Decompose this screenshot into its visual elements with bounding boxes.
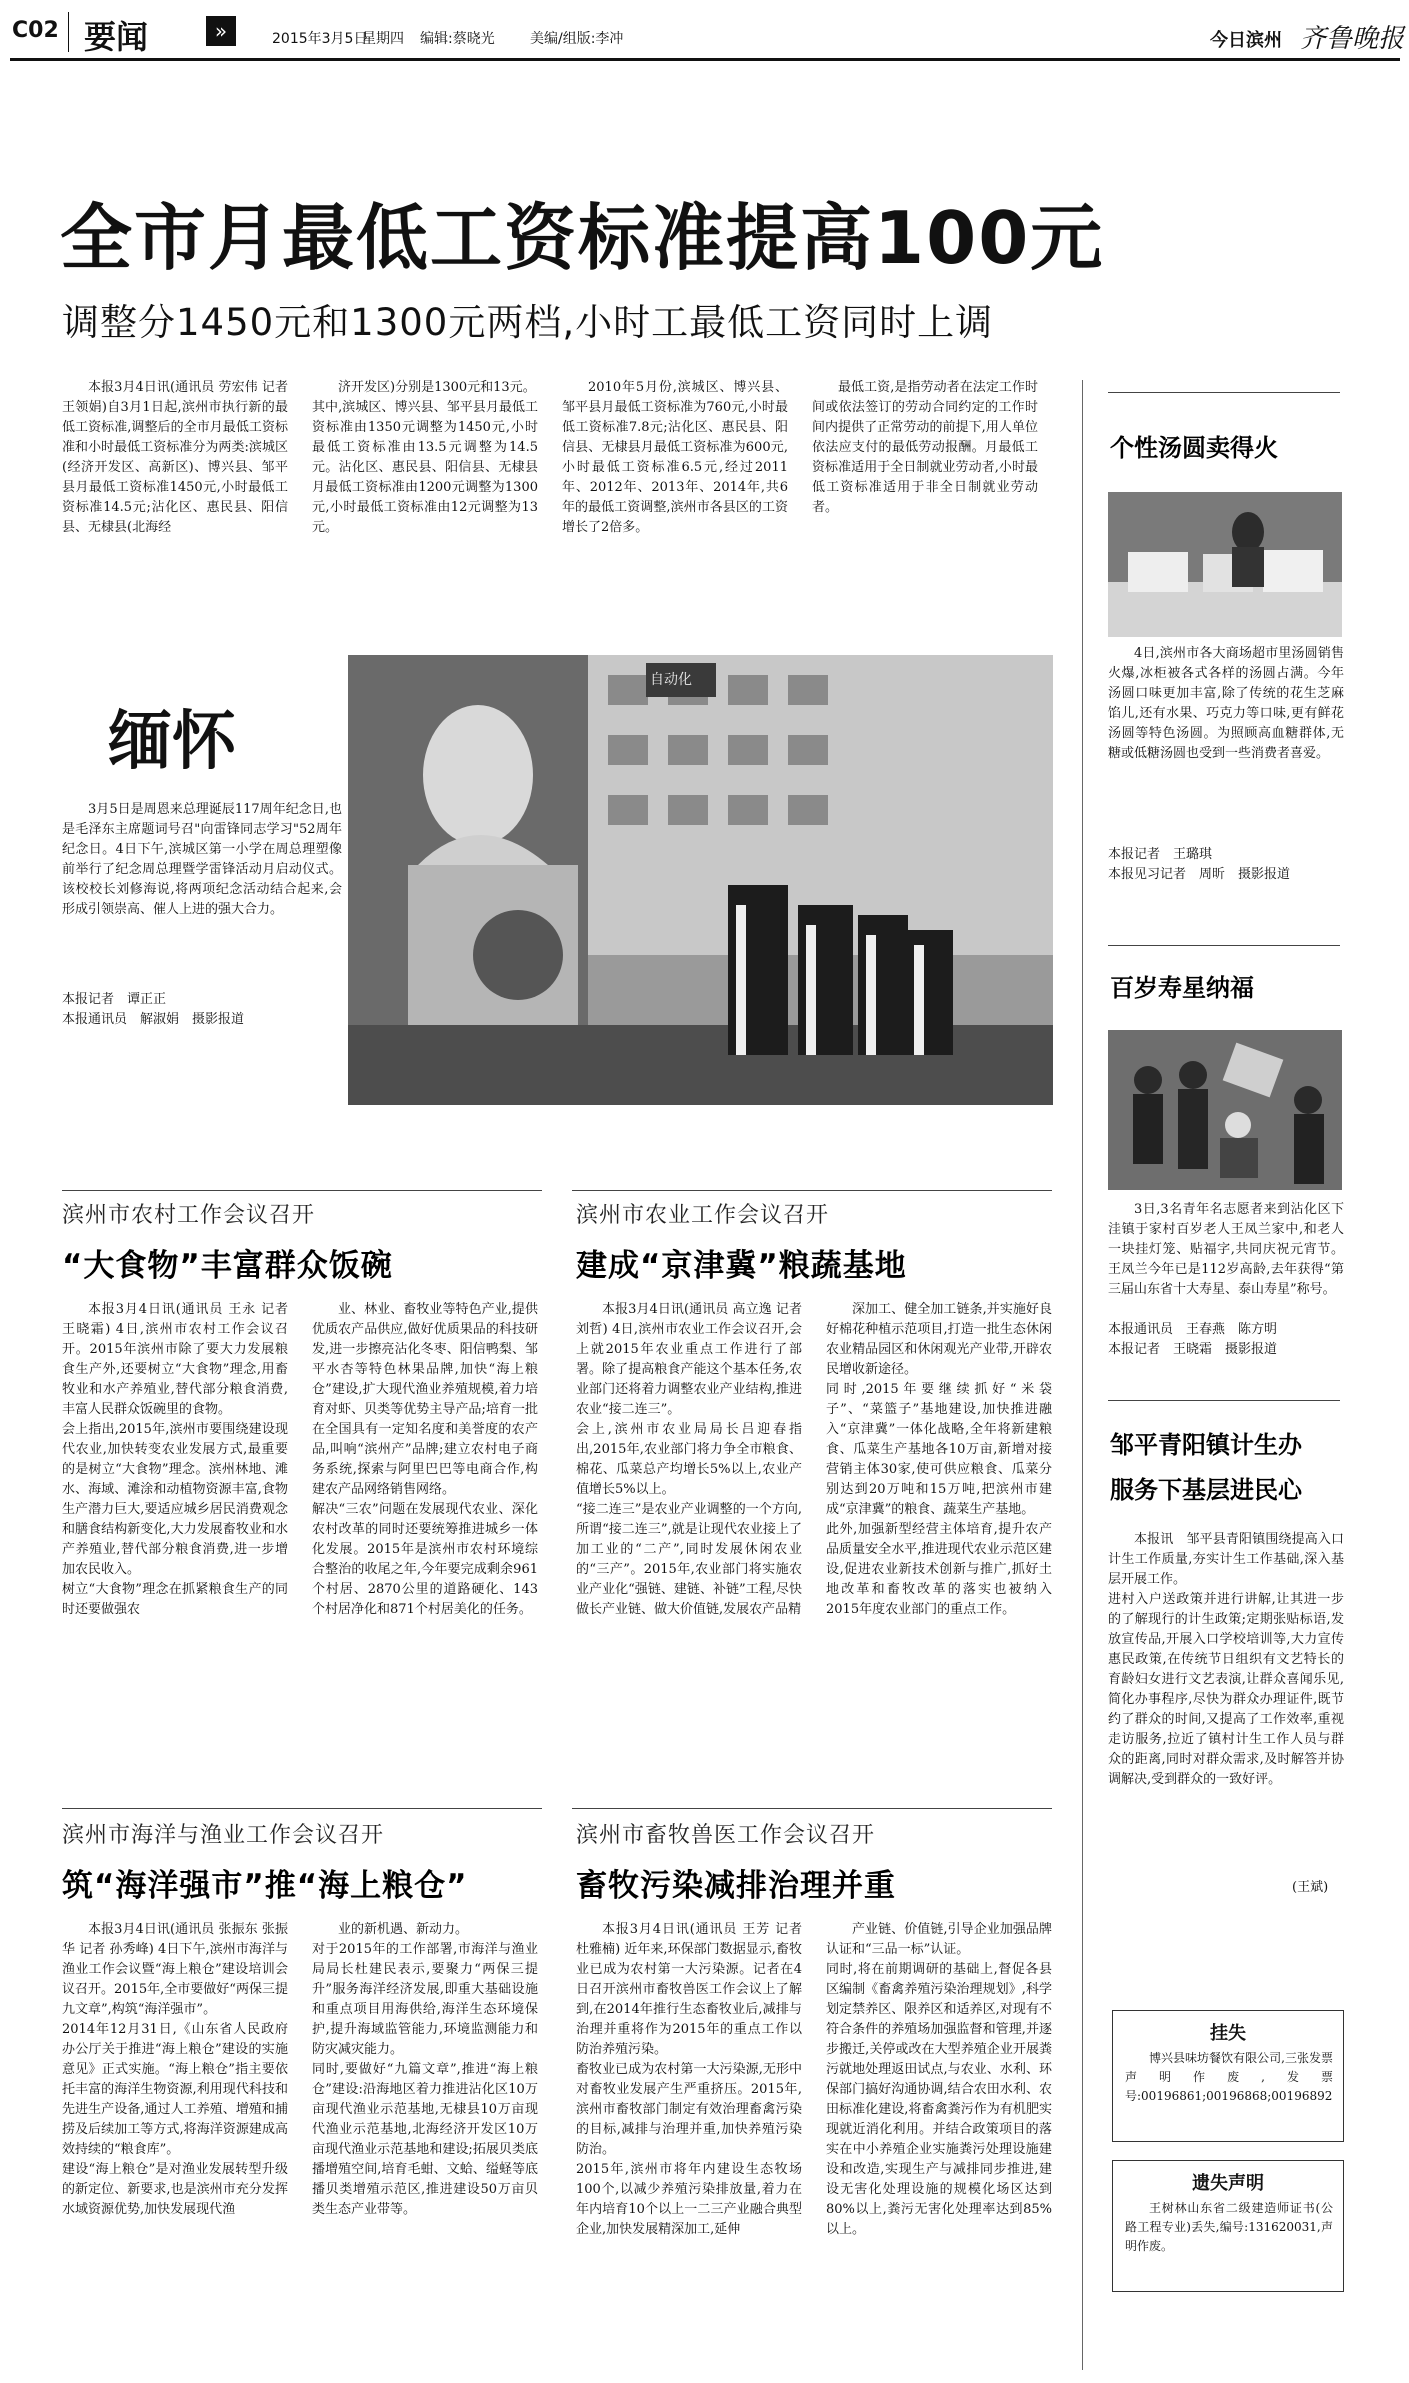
sidebar-story-3-title-line-2: 服务下基层进民心: [1110, 1476, 1302, 1504]
section-arrow-icon: »: [206, 16, 236, 46]
page-header: [0, 0, 1409, 60]
notice-2-text: 王树林山东省二级建造师证书(公路工程专业)丢失,编号:131620031,声明作废。: [1125, 2201, 1333, 2253]
photo-story-credit-1: 本报记者 谭正正: [62, 992, 167, 1007]
editor-credit: 编辑:蔡晓光: [420, 31, 495, 47]
sidebar-story-3-title-line-1: 邹平青阳镇计生办: [1110, 1431, 1302, 1459]
centenarian-scene-illustration: [1108, 1030, 1342, 1190]
article-3-column-2: 业的新机遇、新动力。 对于2015年的工作部署,市海洋与渔业局局长杜建民表示,要聚力“两保三提升”服务海洋经济发展,即重大基础设施和重点项目用海供给,海洋生态环境保护,提升海域监管能力,环境监测能力和防灾减灾能力。 同时,要做好“九篇文章”,推进“海上粮仓”建设:沿海地区着力推进沾化区10万亩现代渔业示范基地,无棣县10万亩现代渔业示范基地,北海经济开发区10万亩现代渔业示范基地和建设;拓展贝类底播增殖空间,培育毛蚶、文蛤、缢蛏等底播贝类增殖示范区,推进建设50万亩贝类生态产业带等。: [312, 1922, 538, 2217]
sidebar-story-2-credit-1: 本报通讯员 王春燕 陈方明: [1108, 1322, 1278, 1337]
photo-tangyuan: [1108, 492, 1342, 637]
notice-lost-invoices: [1112, 2010, 1344, 2142]
design-credit: 美编/组版:李冲: [530, 31, 624, 47]
sidebar-story-3-text: 本报讯 邹平县青阳镇围绕提高入口计生工作质量,夯实计生工作基础,深入基层开展工作。 进村入户送政策并进行讲解,让其进一步的了解现行的计生政策;定期张贴标语,发放宣传品,开展入口学校培训等,大力宣传惠民政策,在传统节日组织有文艺特长的育龄妇女进行文艺表演,让群众喜闻乐见,简化办事程序,尽快为群众办理证件,既节约了群众的时间,又提高了工作效率,重视走访服务,拉近了镇村计生工作人员与群众的距离,同时对群众需求,及时解答并协调解决,受到群众的一致好评。: [1108, 1532, 1344, 1787]
sidebar-story-3-credit: (王斌): [1292, 1880, 1329, 1895]
issue-date: 2015年3月5日: [272, 31, 368, 47]
article-2-column-1: 本报3月4日讯(通讯员 高立逸 记者 刘哲) 4日,滨州市农业工作会议召开,会上就2015年农业重点工作进行了部署。除了提高粮食产能这个基本任务,农业部门还将着力调整农业产业结构,推进农业“接二连三”。 会上,滨州市农业局局长吕迎春指出,2015年,农业部门将力争全市粮食、棉花、瓜菜总产均增长5%以上,农业产值增长5%以上。 “接二连三”是农业产业调整的一个方向,所谓“接二连三”,就是让现代农业接上了加工业的“二产”,同时发展休闲农业的“三产”。2015年,农业部门将实施农业产业化“强链、建链、补链”工程,尽快做长产业链、做大价值链,发展农产品精: [576, 1302, 802, 1617]
lead-column-2: 济开发区)分别是1300元和13元。 其中,滨城区、博兴县、邹平县月最低工资标准由1350元调整为1450元,小时最低工资标准由13.5元调整为14.5元。沾化区、惠民县、阳信县、无棣县月最低工资标准由1200元调整为1300元,小时最低工资标准由12元调整为13元。: [312, 380, 538, 535]
article-2-column-2: 深加工、健全加工链条,并实施好良好棉花种植示范项目,打造一批生态休闲农业精品园区和休闲观光产业带,开辟农民增收新途径。 同时,2015年要继续抓好“米袋子”、“菜篮子”基地建设,加快推进融入“京津冀”一体化战略,全年将新建粮食、瓜菜生产基地各10万亩,新增对接营销主体30家,使可供应粮食、瓜菜分别达到20万吨和15万吨,把滨州市建成“京津冀”的粮食、蔬菜生产基地。 此外,加强新型经营主体培育,提升农产品质量安全水平,推进现代农业示范区建设,促进农业新技术创新与推广,抓好土地改革和畜牧改革的落实也被纳入2015年度农业部门的重点工作。: [826, 1302, 1052, 1617]
notice-lost-certificate: [1112, 2160, 1344, 2292]
notice-2-title: 遗失声明: [1192, 2173, 1264, 2194]
lead-column-1: 本报3月4日讯(通讯员 劳宏伟 记者 王领娟)自3月1日起,滨州市执行新的最低工资标准,调整后的全市月最低工资标准和小时最低工资标准分为两类:滨城区(经济开发区、高新区)、博兴县、邹平县月最低工资标准1450元,小时最低工资标准14.5元;沾化区、惠民县、阳信县、无棣县(北海经: [62, 380, 288, 535]
lead-headline: 全市月最低工资标准提高100元: [60, 196, 1105, 280]
sidebar-story-2-text: 3日,3名青年名志愿者来到沾化区下洼镇于家村百岁老人王凤兰家中,和老人一块挂灯笼、贴福字,共同庆祝元宵节。王凤兰今年已是112岁高龄,去年获得“第三届山东省十大寿星、泰山寿星”称号。: [1108, 1202, 1344, 1297]
brand-name: 今日滨州: [1210, 30, 1282, 51]
sidebar-story-1-credit-1: 本报记者 王璐琪: [1108, 847, 1213, 862]
photo-centenarian: [1108, 1030, 1342, 1190]
photo-sign-text: 自动化: [650, 672, 692, 688]
article-3-column-1: 本报3月4日讯(通讯员 张振东 张振华 记者 孙秀峰) 4日下午,滨州市海洋与渔业工作会议暨“海上粮仓”建设培训会议召开。2015年,全市要做好“两保三提九文章”,构筑“海洋强市”。 2014年12月31日,《山东省人民政府办公厅关于推进“海上粮仓”建设的实施意见》正式实施。“海上粮仓”指主要依托丰富的海洋生物资源,利用现代科技和先进生产设备,通过人工养殖、增殖和捕捞及后续加工等方式,将海洋资源建成高效持续的“粮食库”。 建设“海上粮仓”是对渔业发展转型升级的新定位、新要求,也是滨州市充分发挥水域资源优势,加快发展现代渔: [62, 1922, 288, 2217]
article-1-title: “大食物”丰富群众饭碗: [62, 1248, 393, 1284]
issue-weekday: 星期四: [362, 31, 404, 47]
photo-story-title: 缅怀: [108, 705, 236, 779]
tangyuan-scene-illustration: [1108, 492, 1342, 637]
notice-1-text: 博兴县味坊餐饮有限公司,三张发票声明作废,发票号:00196861;00196868;00196892: [1125, 2051, 1333, 2103]
article-1-kicker: 滨州市农村工作会议召开: [62, 1203, 316, 1228]
lead-subheadline: 调整分1450元和1300元两档,小时工最低工资同时上调: [62, 301, 994, 344]
memorial-scene-illustration: [348, 655, 1053, 1105]
article-1-column-2: 业、林业、畜牧业等特色产业,提供优质农产品供应,做好优质果品的科技研发,进一步擦亮沾化冬枣、阳信鸭梨、邹平水杏等特色林果品牌,加快“海上粮仓”建设,扩大现代渔业养殖规模,着力培育对虾、贝类等优势主导产品;培育一批在全国具有一定知名度和美誉度的农产品,叫响“滨州产”品牌;建立农村电子商务系统,探索与阿里巴巴等电商合作,构建农产品网络销售网络。 解决“三农”问题在发展现代农业、深化农村改革的同时还要统筹推进城乡一体化发展。2015年是滨州市农村环境综合整治的收尾之年,今年要完成剩余961个村居、2870公里的道路硬化、143个村居净化和871个村居美化的任务。: [312, 1302, 538, 1617]
section-name: 要闻: [84, 18, 149, 56]
paper-logo: 齐鲁晚报: [1300, 24, 1405, 54]
article-4-column-2: 产业链、价值链,引导企业加强品牌认证和“三品一标”认证。 同时,将在前期调研的基础上,督促各县区编制《畜禽养殖污染治理规划》,科学划定禁养区、限养区和适养区,对现有不符合条件的养殖场加强监督和管理,并逐步搬迁,关停或改在大型养殖企业开展粪污就地处理返田试点,与农业、水利、环保部门搞好沟通协调,结合农田水利、农田标准化建设,将畜禽粪污作为有机肥实现就近消化利用。并结合政策项目的落实在中小养殖企业实施粪污处理设施建设和改造,实现生产与减排同步推进,建设无害化处理设施的规模化场区达到80%以上,粪污无害化处理率达到85%以上。: [826, 1922, 1052, 2237]
article-2-kicker: 滨州市农业工作会议召开: [576, 1203, 830, 1228]
photo-story-text: 3月5日是周恩来总理诞辰117周年纪念日,也是毛泽东主席题词号召"向雷锋同志学习"52周年纪念日。4日下午,滨城区第一小学在周总理塑像前举行了纪念周总理暨学雷锋活动月启动仪式。该校校长刘修海说,将两项纪念活动结合起来,会形成引领崇高、催人上进的强大合力。: [62, 802, 342, 917]
article-4-column-1: 本报3月4日讯(通讯员 王芳 记者 杜雅楠) 近年来,环保部门数据显示,畜牧业已成为农村第一大污染源。记者在4日召开滨州市畜牧兽医工作会议上了解到,在2014年推行生态畜牧业后,减排与治理并重将作为2015年的重点工作以防治养殖污染。 畜牧业已成为农村第一大污染源,无形中对畜牧业发展产生严重挤压。2015年,滨州市畜牧部门制定有效治理畜禽污染的目标,减排与治理并重,加快养殖污染防治。 2015年,滨州市将年内建设生态牧场100个,以减少养殖污染排放量,着力在年内培育10个以上一二三产业融合典型企业,加快发展精深加工,延伸: [576, 1922, 802, 2237]
lead-column-4: 最低工资,是指劳动者在法定工作时间或依法签订的劳动合同约定的工作时间内提供了正常劳动的前提下,用人单位依法应支付的最低劳动报酬。月最低工资标准适用于全日制就业劳动者,小时最低工资标准适用于非全日制就业劳动者。: [812, 380, 1038, 515]
article-3-kicker: 滨州市海洋与渔业工作会议召开: [62, 1823, 385, 1848]
article-1-column-1: 本报3月4日讯(通讯员 王永 记者 王晓霜) 4日,滨州市农村工作会议召开。2015年滨州市除了要大力发展粮食生产外,还要树立“大食物”理念,用畜牧业和水产养殖业,替代部分粮食消费,丰富人民群众饭碗里的食物。 会上指出,2015年,滨州市要围绕建设现代农业,加快转变农业发展方式,最重要的是树立“大食物”理念。滨州林地、滩水、海域、滩涂和动植物资源丰富,食物生产潜力巨大,要适应城乡居民消费观念和膳食结构新变化,大力发展畜牧业和水产养殖业,替代部分粮食消费,进一步增加农民收入。 树立“大食物”理念在抓紧粮食生产的同时还要做强农: [62, 1302, 288, 1617]
page-code: C02: [12, 18, 59, 43]
sidebar-story-1-credit-2: 本报见习记者 周昕 摄影报道: [1108, 867, 1291, 882]
article-4-title: 畜牧污染减排治理并重: [576, 1868, 896, 1904]
article-4-kicker: 滨州市畜牧兽医工作会议召开: [576, 1823, 876, 1848]
article-2-title: 建成“京津冀”粮蔬基地: [576, 1248, 907, 1284]
notice-1-title: 挂失: [1210, 2023, 1246, 2044]
photo-memorial: [348, 655, 1053, 1105]
photo-story-credit-2: 本报通讯员 解淑娟 摄影报道: [62, 1012, 245, 1027]
sidebar-story-1-title: 个性汤圆卖得火: [1110, 434, 1278, 462]
header-rule: [10, 58, 1400, 61]
sidebar-story-2-credit-2: 本报记者 王晓霜 摄影报道: [1108, 1342, 1278, 1357]
sidebar-story-2-title: 百岁寿星纳福: [1110, 974, 1254, 1002]
sidebar-story-1-text: 4日,滨州市各大商场超市里汤圆销售火爆,冰柜被各式各样的汤圆占满。今年汤圆口味更加丰富,除了传统的花生芝麻馅儿,还有水果、巧克力等口味,更有鲜花汤圆等特色汤圆。为照顾高血糖群体,无糖或低糖汤圆也受到一些消费者喜爱。: [1108, 646, 1344, 761]
lead-column-3: 2010年5月份,滨城区、博兴县、邹平县月最低工资标准为760元,小时最低工资标准7.8元;沾化区、惠民县、阳信县、无棣县月最低工资标准为600元,小时最低工资标准6.5元,经过2011年、2012年、2013年、2014年,共6年的最低工资调整,滨州市各县区的工资增长了2倍多。: [562, 380, 788, 535]
article-3-title: 筑“海洋强市”推“海上粮仓”: [62, 1868, 468, 1904]
